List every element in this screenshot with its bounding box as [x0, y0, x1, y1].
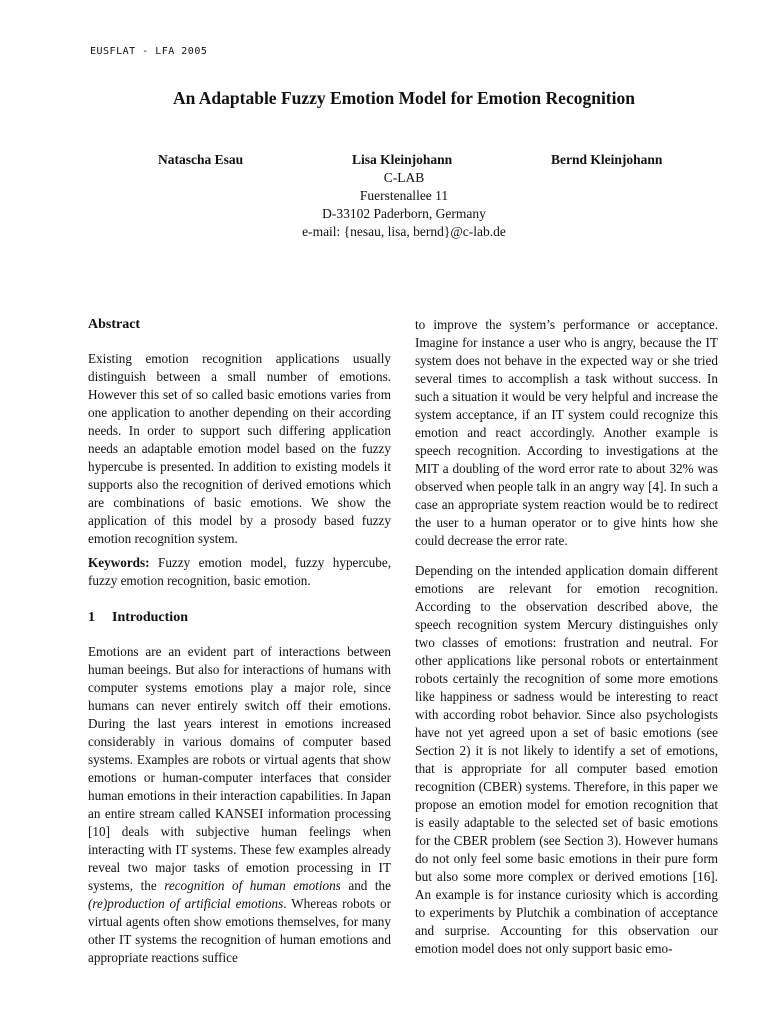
paper-title: An Adaptable Fuzzy Emotion Model for Emotion Recognition [173, 88, 635, 108]
section-number: 1 [88, 610, 95, 625]
intro-text-1: Emotions are an evident part of interactions between human beeings. But also for interactions of humans with computer systems emotions play a major role, since humans can never entirely switch off their emotions. During the last years interest in emotions increased considerably in various domains of computer based systems. Examples are robots or virtual agents that show emotions or human-computer interfaces that consider human emotions in their interaction capabilities. In Japan an entire stream called KANSEI information processing [10] deals with subjective human feelings when interacting with IT systems. These few examples already reveal two major tasks of emotion processing in IT systems, the [88, 644, 391, 893]
right-column [415, 316, 718, 958]
right-paragraph-1: to improve the system’s performance or acceptance. Imagine for instance a user who is angry, because the IT system does not behave in the expected way or she tried several times to accomplish a task without success. In such a situation it would be very helpful and increase the system acceptance, if an IT system could recognize this emotion and react accordingly. Another example is speech recognition. According to investigations at the MIT a doubling of the word error rate to about 32% was observed when people talk in an angry way [4]. In such a case an appropriate system reaction would be to redirect the user to a human operator or to give hints how she could decrease the error rate. [415, 317, 718, 548]
intro-paragraph [88, 643, 391, 967]
author-3: Bernd Kleinjohann [551, 152, 663, 167]
affiliation-city: D-33102 Paderborn, Germany [322, 206, 486, 221]
running-header: EUSFLAT - LFA 2005 [90, 46, 208, 57]
keywords-text: Fuzzy emotion model, fuzzy hypercube, fuzzy emotion recognition, basic emotion. [88, 555, 391, 588]
intro-text-2: . Whereas robots or virtual agents often show emotions themselves, for many other IT systems the recognition of human emotions and appropriate reactions suffice [88, 896, 391, 965]
section-heading-introduction [88, 609, 391, 627]
author-2: Lisa Kleinjohann [352, 152, 453, 167]
keywords-label: Keywords: [88, 555, 150, 570]
intro-italic-2: (re)production of artificial emotions [88, 896, 284, 911]
left-column [88, 316, 391, 967]
intro-text-and: and the [348, 878, 392, 893]
abstract-text: Existing emotion recognition applications usually distinguish between a small number of emotions. However this set of so called basic emotions varies from one application to another depending on their according needs. In order to support such differing application needs an adaptable emotion model based on the fuzzy hypercube is presented. In addition to existing models it supports also the recognition of derived emotions which are combinations of basic emotions. We show the application of this model by a prosody based fuzzy emotion recognition system. [88, 351, 391, 546]
right-paragraph-2: Depending on the intended application domain different emotions are relevant for emotion recognition. According to the observation described above, the speech recognition system Mercury distinguishes only two classes of emotions: frustration and neutral. For other applications like personal robots or entertainment robots certainly the recognition of some more emotions like happiness or sadness would be interesting to react with according robot behavior. Since also psychologists have not yet agreed upon a set of basic emotions (see Section 2) it is not likely to identify a set of emotions, that is appropriate for all computer based emotion recognition (CBER) systems. Therefore, in this paper we propose an emotion model for emotion recognition that is easily adaptable to the selected set of basic emotions for the CBER problem (see Section 3). However humans do not only feel some basic emotions in their pure form but also some more complex or derived emotions [16]. An example is for instance curiosity which is according to experiments by Plutchik a combination of acceptance and surprise. Accounting for this observation our emotion model does not only support basic emo- [415, 563, 718, 956]
section-title: Introduction [112, 610, 188, 625]
keywords [88, 554, 391, 590]
abstract-heading: Abstract [88, 317, 141, 332]
author-1: Natascha Esau [158, 152, 244, 167]
affiliation-org: C-LAB [383, 170, 425, 185]
affiliation-street: Fuerstenallee 11 [359, 188, 449, 203]
intro-italic-1: recognition of human emotions [164, 878, 341, 893]
affiliation-email: e-mail: {nesau, lisa, bernd}@c-lab.de [302, 224, 506, 239]
affiliation [250, 169, 558, 241]
